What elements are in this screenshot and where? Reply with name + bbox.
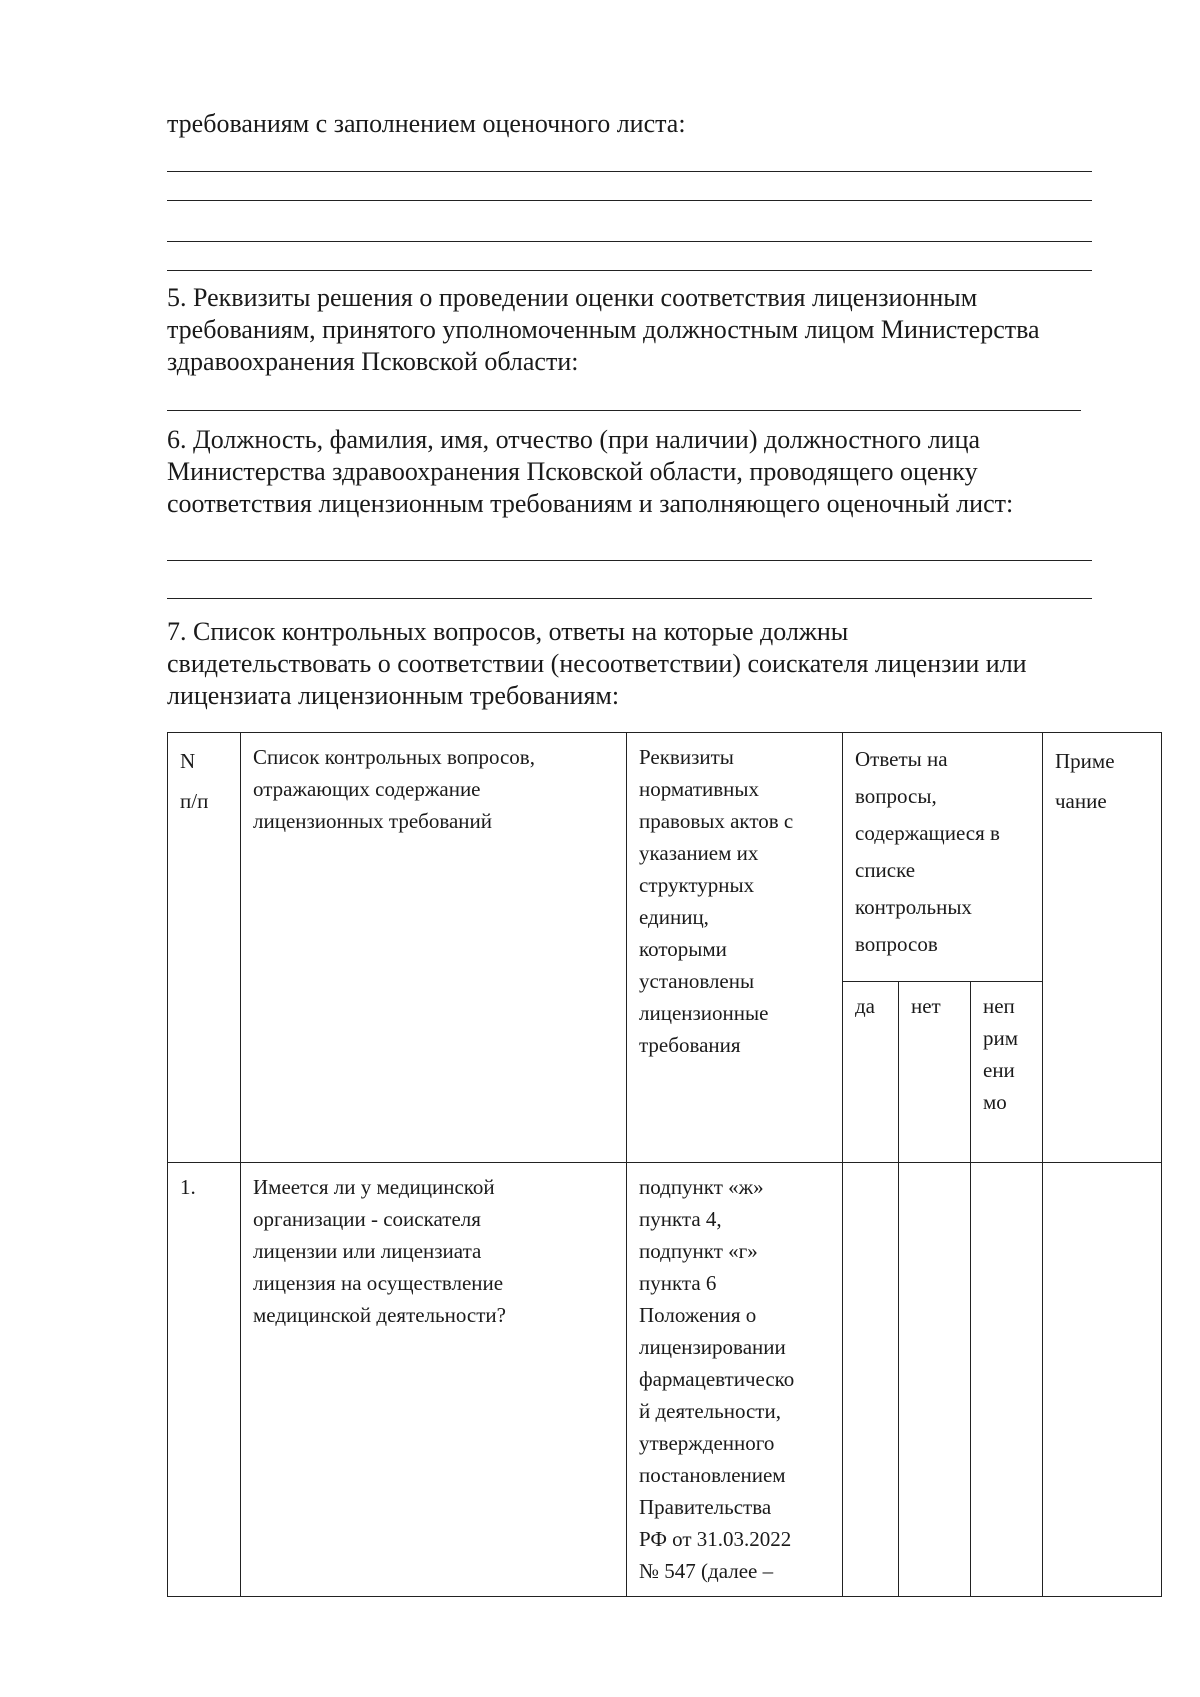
row-answer-yes[interactable] xyxy=(843,1163,899,1597)
header-note: Приме чание xyxy=(1043,733,1162,1163)
section-7 xyxy=(167,616,1027,712)
row-number: 1. xyxy=(168,1163,241,1597)
row-answer-not-applicable[interactable] xyxy=(971,1163,1043,1597)
fill-line xyxy=(167,270,1092,271)
section-6-line: соответствия лицензионным требованиям и заполняющего оценочный лист: xyxy=(167,489,1014,518)
header-answers: Ответы на вопросы, содержащиеся в списке контрольных вопросов xyxy=(843,733,1043,982)
section-5-line: требованиям, принятого уполномоченным должностным лицом Министерства xyxy=(167,315,1040,344)
section-5-line: здравоохранения Псковской области: xyxy=(167,347,579,376)
section-5-line: 5. Реквизиты решения о проведении оценки соответствия лицензионным xyxy=(167,283,978,312)
row-note[interactable] xyxy=(1043,1163,1162,1597)
section-6-line: Министерства здравоохранения Псковской области, проводящего оценку xyxy=(167,457,978,486)
fill-line xyxy=(167,410,1081,411)
header-number: N п/п xyxy=(168,733,241,1163)
fill-line xyxy=(167,171,1092,172)
fill-line xyxy=(167,598,1092,599)
header-yes: да xyxy=(843,982,899,1163)
section-6 xyxy=(167,424,1013,520)
table-header-row xyxy=(168,733,1162,982)
header-not-applicable: неп рим ени мо xyxy=(971,982,1043,1163)
row-answer-no[interactable] xyxy=(899,1163,971,1597)
fill-line xyxy=(167,241,1092,242)
section-5 xyxy=(167,282,1040,378)
section-6-line: 6. Должность, фамилия, имя, отчество (при наличии) должностного лица xyxy=(167,425,981,454)
row-requisites: подпункт «ж» пункта 4, подпункт «г» пункта 6 Положения о лицензировании фармацевтическо й деятельности, утвержденного постановлением Правительства РФ от 31.03.2022 № 547 (далее – xyxy=(627,1163,843,1597)
table-row xyxy=(168,1163,1162,1597)
fill-line xyxy=(167,200,1092,201)
header-no: нет xyxy=(899,982,971,1163)
section-7-line: 7. Список контрольных вопросов, ответы на которые должны xyxy=(167,617,849,646)
section-7-line: свидетельствовать о соответствии (несоответствии) соискателя лицензии или xyxy=(167,649,1027,678)
checklist-table xyxy=(167,732,1162,1597)
top-line: требованиям с заполнением оценочного листа: xyxy=(167,109,686,138)
fill-line xyxy=(167,560,1092,561)
header-questions: Список контрольных вопросов, отражающих содержание лицензионных требований xyxy=(241,733,627,1163)
section-7-line: лицензиата лицензионным требованиям: xyxy=(167,681,620,710)
header-requisites: Реквизиты нормативных правовых актов с указанием их структурных единиц, которыми установлены лицензионные требования xyxy=(627,733,843,1163)
row-question: Имеется ли у медицинской организации - соискателя лицензии или лицензиата лицензия на осуществление медицинской деятельности? xyxy=(241,1163,627,1597)
